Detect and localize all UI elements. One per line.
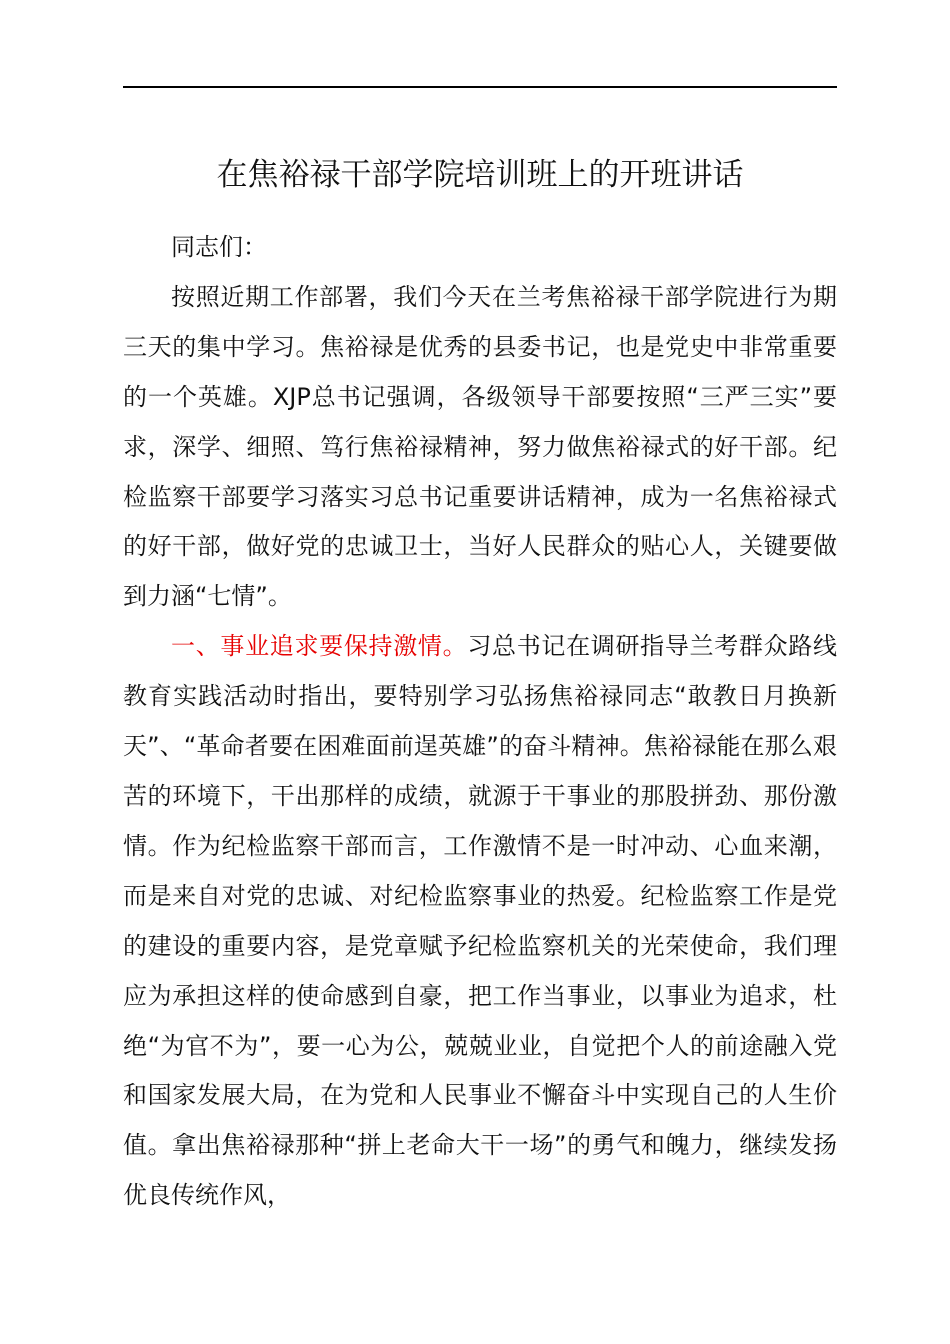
header-rule	[123, 86, 837, 88]
section-1-heading: 一、事业追求要保持激情。	[171, 632, 468, 661]
intro-paragraph: 按照近期工作部署，我们今天在兰考焦裕禄干部学院进行为期三天的集中学习。焦裕禄是优秀的县委书记，也是党史中非常重要的一个英雄。XJP总书记强调，各级领导干部要按照“三严三实”要求，深学、细照、笃行焦裕禄精神，努力做焦裕禄式的好干部。纪检监察干部要学习落实习总书记重要讲话精神，成为一名焦裕禄式的好干部，做好党的忠诚卫士，当好人民群众的贴心人，关键要做到力涵“七情”。	[123, 282, 837, 611]
document-body	[123, 223, 837, 1221]
section-1-paragraph	[123, 622, 837, 1221]
section-1-body: 习总书记在调研指导兰考群众路线教育实践活动时指出，要特别学习弘扬焦裕禄同志“敢教日月换新天”、“革命者要在困难面前逞英雄”的奋斗精神。焦裕禄能在那么艰苦的环境下，干出那样的成绩，就源于干事业的那股拼劲、那份激情。作为纪检监察干部而言，工作激情不是一时冲动、心血来潮，而是来自对党的忠诚、对纪检监察事业的热爱。纪检监察工作是党的建设的重要内容，是党章赋予纪检监察机关的光荣使命，我们理应为承担这样的使命感到自豪，把工作当事业，以事业为追求，杜绝“为官不为”，要一心为公，兢兢业业，自觉把个人的前途融入党和国家发展大局，在为党和人民事业不懈奋斗中实现自己的人生价值。拿出焦裕禄那种“拼上老命大干一场”的勇气和魄力，继续发扬优良传统作风，	[123, 632, 838, 1210]
document-title: 在焦裕禄干部学院培训班上的开班讲话	[216, 157, 744, 193]
salutation: 同志们：	[171, 233, 267, 261]
